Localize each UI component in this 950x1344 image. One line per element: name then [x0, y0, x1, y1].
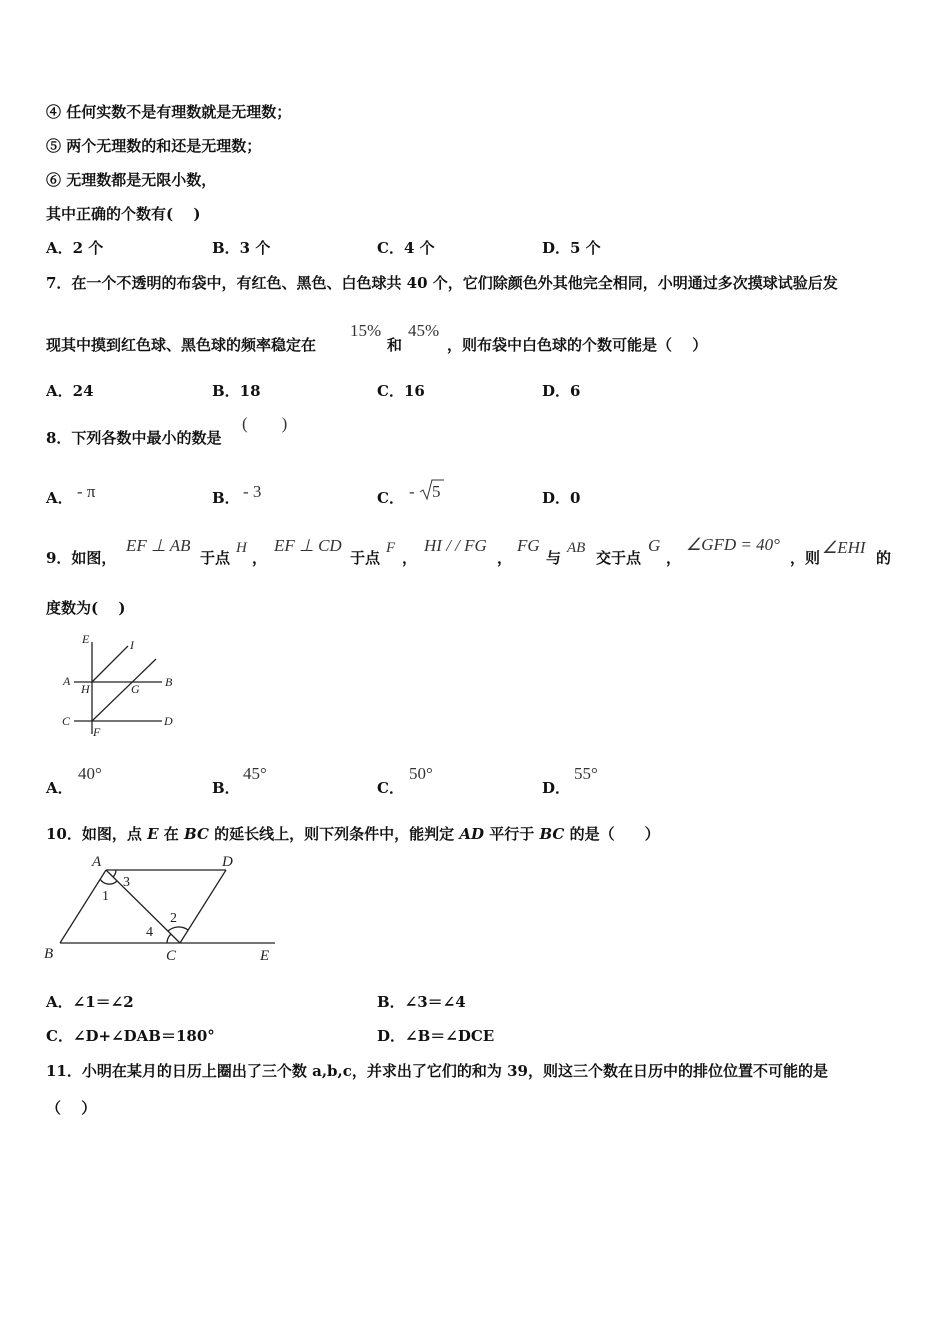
q8-value-c-minus: -: [409, 482, 415, 501]
q9-math-ef-perp-ab: EF ⊥ AB: [126, 536, 191, 555]
fig9-label-e: E: [82, 632, 90, 646]
q8-label-b: B．: [212, 489, 240, 507]
q7-percent-red: 15%: [350, 321, 382, 340]
fig10-label-b: B: [44, 946, 54, 962]
fig9-label-g: G: [131, 682, 140, 696]
q9-value-d: 55°: [574, 764, 598, 783]
q10-text-4: 平行于: [484, 825, 540, 843]
q11-line1: 11．小明在某月的日历上圈出了三个数 a,b,c，并求出了它们的和为 39，则这三个数在日历中的排位位置不可能的是: [46, 1062, 828, 1080]
q7-line2b: ，则布袋中白色球的个数可能是（ ）: [447, 336, 708, 354]
q7-option-c: C．16: [377, 382, 425, 400]
fig9-label-i: I: [130, 638, 134, 652]
q7-percent-black: 45%: [408, 321, 440, 340]
q6-option-a: A．2 个: [46, 239, 104, 257]
q10-option-d: D．∠B＝∠DCE: [377, 1027, 495, 1045]
statement-4: ④ 任何实数不是有理数就是无理数；: [46, 103, 292, 121]
statement-5: ⑤ 两个无理数的和还是无理数；: [46, 137, 262, 155]
q10-option-a: A．∠1＝∠2: [46, 993, 134, 1011]
q9-text-yudian2: 于点: [350, 549, 381, 567]
q8-label-a: A．: [46, 489, 73, 507]
fig10-angle-3: 3: [123, 875, 130, 890]
fig9-label-d: D: [164, 714, 173, 728]
q7-line1: 7．在一个不透明的布袋中，有红色、黑色、白色球共 40 个，它们除颜色外其他完全相同，小明通过多次摸球试验后发: [46, 274, 838, 292]
fig10-label-d: D: [222, 854, 233, 870]
q7-option-b: B．18: [212, 382, 261, 400]
q7-option-a: A．24: [46, 382, 94, 400]
q9-math-ab: AB: [567, 540, 586, 556]
q10-question: [46, 824, 660, 844]
q8-value-b: - 3: [243, 482, 262, 501]
q11-line2: （ ）: [46, 1099, 97, 1117]
fig10-label-c: C: [166, 948, 177, 964]
fig10-label-a: A: [92, 854, 102, 870]
q6-option-c: C．4 个: [377, 239, 435, 257]
q7-option-d: D．6: [542, 382, 581, 400]
q9-text-ze: ，则: [790, 549, 821, 567]
q10-math-bc: BC: [184, 825, 209, 843]
q7-and: 和: [387, 336, 403, 354]
fig10-label-e: E: [260, 948, 270, 964]
fig9-label-f: F: [93, 725, 101, 739]
q10-text-2: 在: [158, 825, 184, 843]
q9-math-angle-ehi: ∠EHI: [822, 538, 866, 557]
q9-text-jiaoyudian: 交于点: [596, 549, 642, 567]
fig9-label-a: A: [63, 674, 71, 688]
q6-question: 其中正确的个数有( ): [46, 205, 201, 223]
q9-comma3: ，: [497, 549, 513, 567]
q9-math-f: F: [386, 540, 396, 556]
q9-figure: [58, 632, 188, 744]
q9-comma4: ，: [666, 549, 682, 567]
q9-label-b: B．: [212, 779, 240, 797]
q8-option-d: D．0: [542, 489, 581, 507]
q9-comma1: ，: [252, 549, 268, 567]
q6-option-d: D．5 个: [542, 239, 601, 257]
q9-value-a: 40°: [78, 764, 102, 783]
q9-text-yudian1: 于点: [200, 549, 231, 567]
fig9-label-c: C: [62, 714, 71, 728]
q8-paren: ( ): [242, 414, 288, 433]
fig10-angle-1: 1: [102, 889, 109, 904]
q8-value-a: - π: [77, 482, 96, 501]
q10-math-e: E: [147, 825, 159, 843]
fig9-label-b: B: [165, 675, 173, 689]
statement-6: ⑥ 无理数都是无限小数，: [46, 171, 217, 189]
q8-value-c-radicand: 5: [432, 482, 441, 501]
q9-math-g: G: [648, 536, 661, 555]
q9-value-c: 50°: [409, 764, 433, 783]
q9-label-a: A．: [46, 779, 73, 797]
q9-text-de: 的: [876, 549, 892, 567]
q10-text-1: 10．如图，点: [46, 825, 148, 843]
q9-math-fg: FG: [517, 536, 540, 555]
q10-math-bc2: BC: [539, 825, 565, 843]
q9-math-angle-gfd: ∠GFD = 40°: [686, 535, 780, 554]
q10-option-c: C．∠D+∠DAB＝180°: [46, 1027, 215, 1045]
q9-text-yu: 与: [546, 549, 562, 567]
q6-option-b: B．3 个: [212, 239, 271, 257]
q10-text-5: 的是（ ）: [564, 825, 660, 843]
q8-text: 8．下列各数中最小的数是: [46, 429, 222, 447]
q9-line2: 度数为( ): [46, 599, 126, 617]
q9-label-c: C．: [377, 779, 404, 797]
q9-math-ef-perp-cd: EF ⊥ CD: [274, 536, 342, 555]
q9-comma2: ，: [402, 549, 418, 567]
q7-line2a: 现其中摸到红色球、黑色球的频率稳定在: [46, 336, 317, 354]
q8-label-c: C．: [377, 489, 404, 507]
fig10-angle-2: 2: [170, 911, 177, 926]
q9-math-h: H: [236, 540, 247, 556]
fig10-angle-4: 4: [146, 925, 153, 940]
q9-lead: 9．如图，: [46, 549, 117, 567]
q9-value-b: 45°: [243, 764, 267, 783]
q10-option-b: B．∠3＝∠4: [377, 993, 466, 1011]
fig9-label-h: H: [81, 682, 90, 696]
q10-text-3: 的延长线上，则下列条件中，能判定: [208, 825, 460, 843]
q9-math-hi-parallel-fg: HI / / FG: [424, 536, 487, 555]
q9-label-d: D．: [542, 779, 571, 797]
q10-figure: [40, 850, 280, 968]
q10-math-ad: AD: [459, 825, 485, 843]
